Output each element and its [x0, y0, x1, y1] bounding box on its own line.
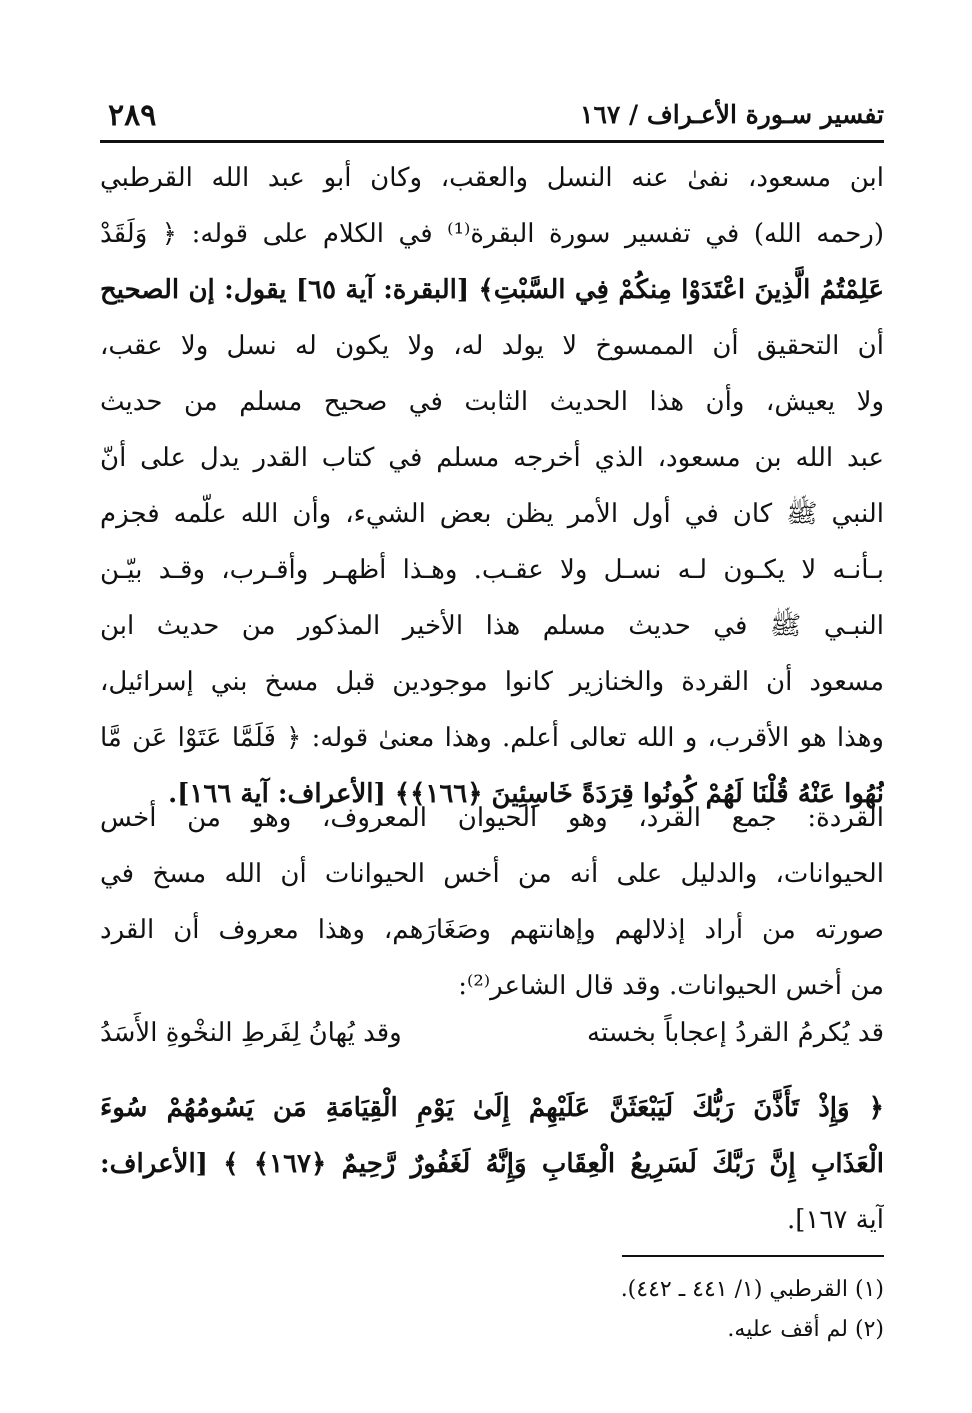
- poem-first-hemistich: قد يُكرمُ القردُ إعجاباً بخسته: [587, 1018, 884, 1048]
- paragraph-line: عبد الله بن مسعود، الذي أخرجه مسلم في كتاب القدر يدل على أنّ: [100, 443, 884, 473]
- paragraph-line: بـأنـه لا يكـون لـه نسـل ولا عقـب. وهـذا أظهـر وأقـرب، وقـد بيّـن: [100, 555, 884, 585]
- running-head: تفسير سـورة الأعـراف / ١٦٧: [580, 100, 884, 129]
- paragraph-line: صورته من أراد إذلالهم وإهانتهم وصَغَارَهم، وهذا معروف أن القرد: [100, 915, 884, 945]
- verse-line: الْعَذَابِ إِنَّ رَبَّكَ لَسَرِيعُ الْعِقَابِ وَإِنَّهُ لَغَفُورٌ رَّحِيمٌ ﴿١٦٧﴾ ﴾ [الأعراف:: [100, 1149, 884, 1179]
- paragraph-line: الحيوانات، والدليل على أنه من أخس الحيوانات أن الله مسخ في: [100, 859, 884, 889]
- paragraph-line: نُهُوا عَنْهُ قُلْنَا لَهُمْ كُونُوا قِرَدَةً خَاسِئِينَ ﴿١٦٦﴾﴾ [الأعراف: آية ١٦٦].: [168, 779, 884, 809]
- paragraph-line: (رحمه الله) في تفسير سورة البقرة⁽¹⁾ في الكلام على قوله: ﴿ وَلَقَدْ: [100, 219, 884, 249]
- paragraph-2: [100, 790, 884, 1014]
- footnotes: [100, 1270, 884, 1350]
- footnote: (٢) لم أقف عليه.: [727, 1317, 884, 1342]
- paragraph-line: من أخس الحيوانات. وقد قال الشاعر⁽²⁾:: [458, 971, 884, 1001]
- paragraph-line: القردة: جمع القرد، وهو الحيوان المعروف، وهو من أخس: [100, 803, 884, 833]
- page-number: ٢٨٩: [108, 98, 157, 133]
- page-header: [108, 92, 884, 140]
- paragraph-line: النبـي ﷺ في حديث مسلم هذا الأخير المذكور من حديث ابن: [100, 611, 884, 641]
- paragraph-line: مسعود أن القردة والخنازير كانوا موجودين قبل مسخ بني إسرائيل،: [100, 667, 884, 697]
- verse-line: آية ١٦٧].: [787, 1205, 884, 1235]
- quran-verse: [100, 1080, 884, 1248]
- poem-verse: [100, 1005, 884, 1061]
- paragraph-line: النبي ﷺ كان في أول الأمر يظن بعض الشيء، وأن الله علّمه فجزم: [100, 499, 884, 529]
- paragraph-line: أن التحقيق أن الممسوخ لا يولد له، ولا يكون له نسل ولا عقب،: [100, 331, 884, 361]
- paragraph-line: ابن مسعود، نفىٰ عنه النسل والعقب، وكان أبو عبد الله القرطبي: [100, 163, 884, 193]
- verse-line: ﴿ وَإِذْ تَأَذَّنَ رَبُّكَ لَيَبْعَثَنَّ عَلَيْهِمْ إِلَىٰ يَوْمِ الْقِيَامَةِ مَن يَسُومُهُمْ سُوءَ: [100, 1093, 884, 1123]
- paragraph-line: وهذا هو الأقرب، و الله تعالى أعلم. وهذا معنىٰ قوله: ﴿ فَلَمَّا عَتَوْا عَن مَّا: [100, 723, 884, 753]
- footnote: (١) القرطبي (١/ ٤٤١ ـ ٤٤٢).: [620, 1277, 884, 1302]
- paragraph-line: ولا يعيش، وأن هذا الحديث الثابت في صحيح مسلم من حديث: [100, 387, 884, 417]
- header-rule: [100, 140, 884, 143]
- poem-second-hemistich: وقد يُهانُ لِفَرطِ النخْوةِ الأَسَدُ: [100, 1018, 402, 1048]
- footnote-rule: [622, 1255, 884, 1257]
- paragraph-1: [100, 150, 884, 822]
- paragraph-line: عَلِمْتُمُ الَّذِينَ اعْتَدَوْا مِنكُمْ فِي السَّبْتِ﴾ [البقرة: آية ٦٥] يقول: إن الصحيح: [100, 275, 884, 305]
